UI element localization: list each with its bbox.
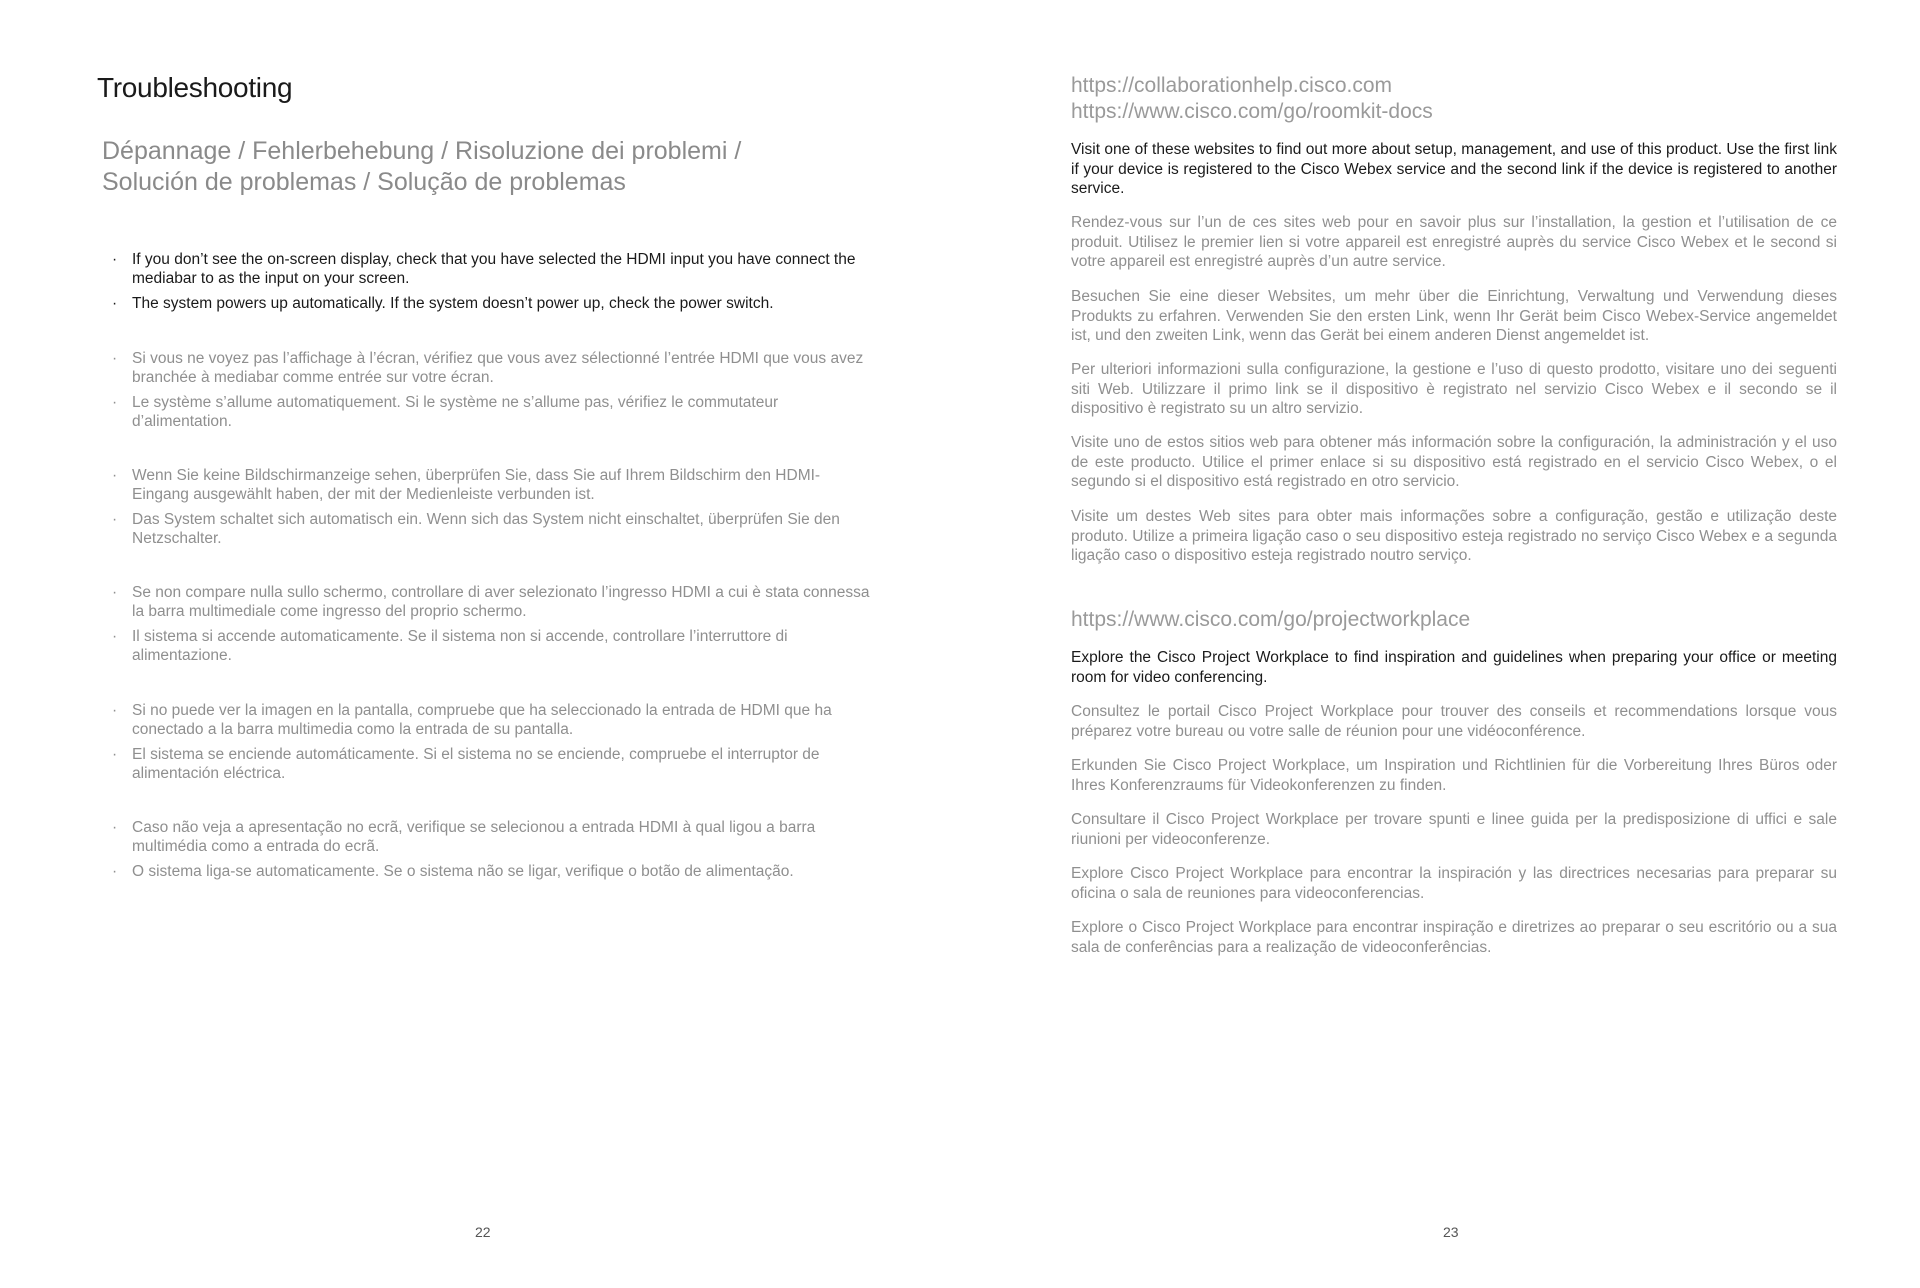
list-item: · Caso não veja a apresentação no ecrã, verifique se selecionou a entrada HDMI à qual ligou a barra multimédia como a entrada do ecrã.	[112, 818, 872, 856]
workplace-paragraph-es: Explore Cisco Project Workplace para encontrar la inspiración y las directrices necesarias para preparar su oficina o sala de reuniones para videoconferencias.	[1071, 865, 1837, 902]
info-paragraph-en: Visit one of these websites to find out more about setup, management, and use of this product. Use the first link if your device is registered to the Cisco Webex service and the second link if the device is registered to another service.	[1071, 141, 1837, 197]
workplace-paragraph-de: Erkunden Sie Cisco Project Workplace, um Inspiration und Richtlinien für die Vorbereitung Ihres Büros oder Ihres Konferenzraums für Videokonferenzen zu finden.	[1071, 757, 1837, 794]
workplace-paragraph-it: Consultare il Cisco Project Workplace per trovare spunti e linee guida per la predisposizione di uffici e sale riunioni per videoconferenze.	[1071, 811, 1837, 848]
info-paragraph-pt: Visite um destes Web sites para obter mais informações sobre a configuração, gestão e utilização deste produto. Utilize a primeira ligação caso o seu dispositivo esteja registrado no serviço Cisco Webex e a segunda ligação caso o dispositivo esteja registrado noutro serviço.	[1071, 508, 1837, 564]
list-item: · Si no puede ver la imagen en la pantalla, compruebe que ha seleccionado la entrada de HDMI que ha conectado a la barra multimedia como la entrada de su pantalla.	[112, 701, 872, 739]
workplace-paragraph-fr: Consultez le portail Cisco Project Workplace pour trouver des conseils et recommendations lorsque vous préparez votre bureau ou votre salle de réunion pour une vidéoconférence.	[1071, 703, 1837, 740]
workplace-paragraph-pt: Explore o Cisco Project Workplace para encontrar inspiração e diretrizes ao preparar o seu escritório ou a sua sala de conferências para a realização de videoconferências.	[1071, 919, 1837, 956]
help-url-link[interactable]: https://collaborationhelp.cisco.com	[1071, 74, 1392, 97]
list-item: · Si vous ne voyez pas l’affichage à l’écran, vérifiez que vous avez sélectionné l’entrée HDMI que vous avez branchée à mediabar comme entrée sur votre écran.	[112, 349, 872, 387]
list-item: · O sistema liga-se automaticamente. Se o sistema não se ligar, verifique o botão de alimentação.	[112, 862, 872, 881]
list-item: · Le système s’allume automatiquement. Si le système ne s’allume pas, vérifiez le commutateur d’alimentation.	[112, 393, 872, 431]
page-number: 22	[475, 1224, 491, 1240]
troubleshooting-list-it	[112, 583, 872, 671]
troubleshooting-list-es	[112, 701, 872, 789]
docs-url-link[interactable]: https://www.cisco.com/go/roomkit-docs	[1071, 100, 1433, 123]
list-item: · Il sistema si accende automaticamente. Se il sistema non si accende, controllare l’interruttore di alimentazione.	[112, 627, 872, 665]
workplace-paragraph-en: Explore the Cisco Project Workplace to find inspiration and guidelines when preparing your office or meeting room for video conferencing.	[1071, 649, 1837, 686]
list-item: · Wenn Sie keine Bildschirmanzeige sehen, überprüfen Sie, dass Sie auf Ihrem Bildschirm den HDMI-Eingang ausgewählt haben, der mit der Medienleiste verbunden ist.	[112, 466, 872, 504]
info-paragraph-fr: Rendez-vous sur l’un de ces sites web pour en savoir plus sur l’installation, la gestion et l’utilisation de ce produit. Utilisez le premier lien si votre appareil est enregistré auprès du service Cisco Webex et le second si votre appareil est enregistré auprès d’un autre service.	[1071, 214, 1837, 270]
list-item: · Se non compare nulla sullo schermo, controllare di aver selezionato l’ingresso HDMI a cui è stata connessa la barra multimediale come ingresso del proprio schermo.	[112, 583, 872, 621]
page-subtitle: Dépannage / Fehlerbehebung / Risoluzione dei problemi / Solución de problemas / Solução de problemas	[102, 137, 742, 196]
troubleshooting-list-en	[112, 250, 872, 319]
troubleshooting-list-de	[112, 466, 872, 554]
page-title: Troubleshooting	[97, 72, 293, 103]
page-number: 23	[1443, 1224, 1459, 1240]
info-paragraph-es: Visite uno de estos sitios web para obtener más información sobre la configuración, la administración y el uso de este producto. Utilice el primer enlace si su dispositivo está registrado en el servicio Cisco Webex, o el segundo si el dispositivo está registrado en otro servicio.	[1071, 434, 1837, 490]
list-item: · Das System schaltet sich automatisch ein. Wenn sich das System nicht einschaltet, überprüfen Sie den Netzschalter.	[112, 510, 872, 548]
info-paragraph-it: Per ulteriori informazioni sulla configurazione, la gestione e l’uso di questo prodotto, visitare uno dei seguenti siti Web. Utilizzare il primo link se il dispositivo è registrato nel servizio Cisco Webex e il secondo se il dispositivo è registrato su un altro servizio.	[1071, 361, 1837, 417]
info-paragraph-de: Besuchen Sie eine dieser Websites, um mehr über die Einrichtung, Verwaltung und Verwendung dieses Produkts zu erfahren. Verwenden Sie den ersten Link, wenn Ihr Gerät beim Cisco Webex-Service angemeldet ist, und den zweiten Link, wenn das Gerät bei einem anderen Dienst angemeldet ist.	[1071, 288, 1837, 344]
troubleshooting-list-fr	[112, 349, 872, 437]
list-item: · El sistema se enciende automáticamente. Si el sistema no se enciende, compruebe el interruptor de alimentación eléctrica.	[112, 745, 872, 783]
list-item: · The system powers up automatically. If the system doesn’t power up, check the power switch.	[112, 294, 872, 313]
troubleshooting-list-pt	[112, 818, 872, 887]
list-item: · If you don’t see the on-screen display, check that you have selected the HDMI input you have connect the mediabar to as the input on your screen.	[112, 250, 872, 288]
project-workplace-url-link[interactable]: https://www.cisco.com/go/projectworkplace	[1071, 608, 1471, 631]
